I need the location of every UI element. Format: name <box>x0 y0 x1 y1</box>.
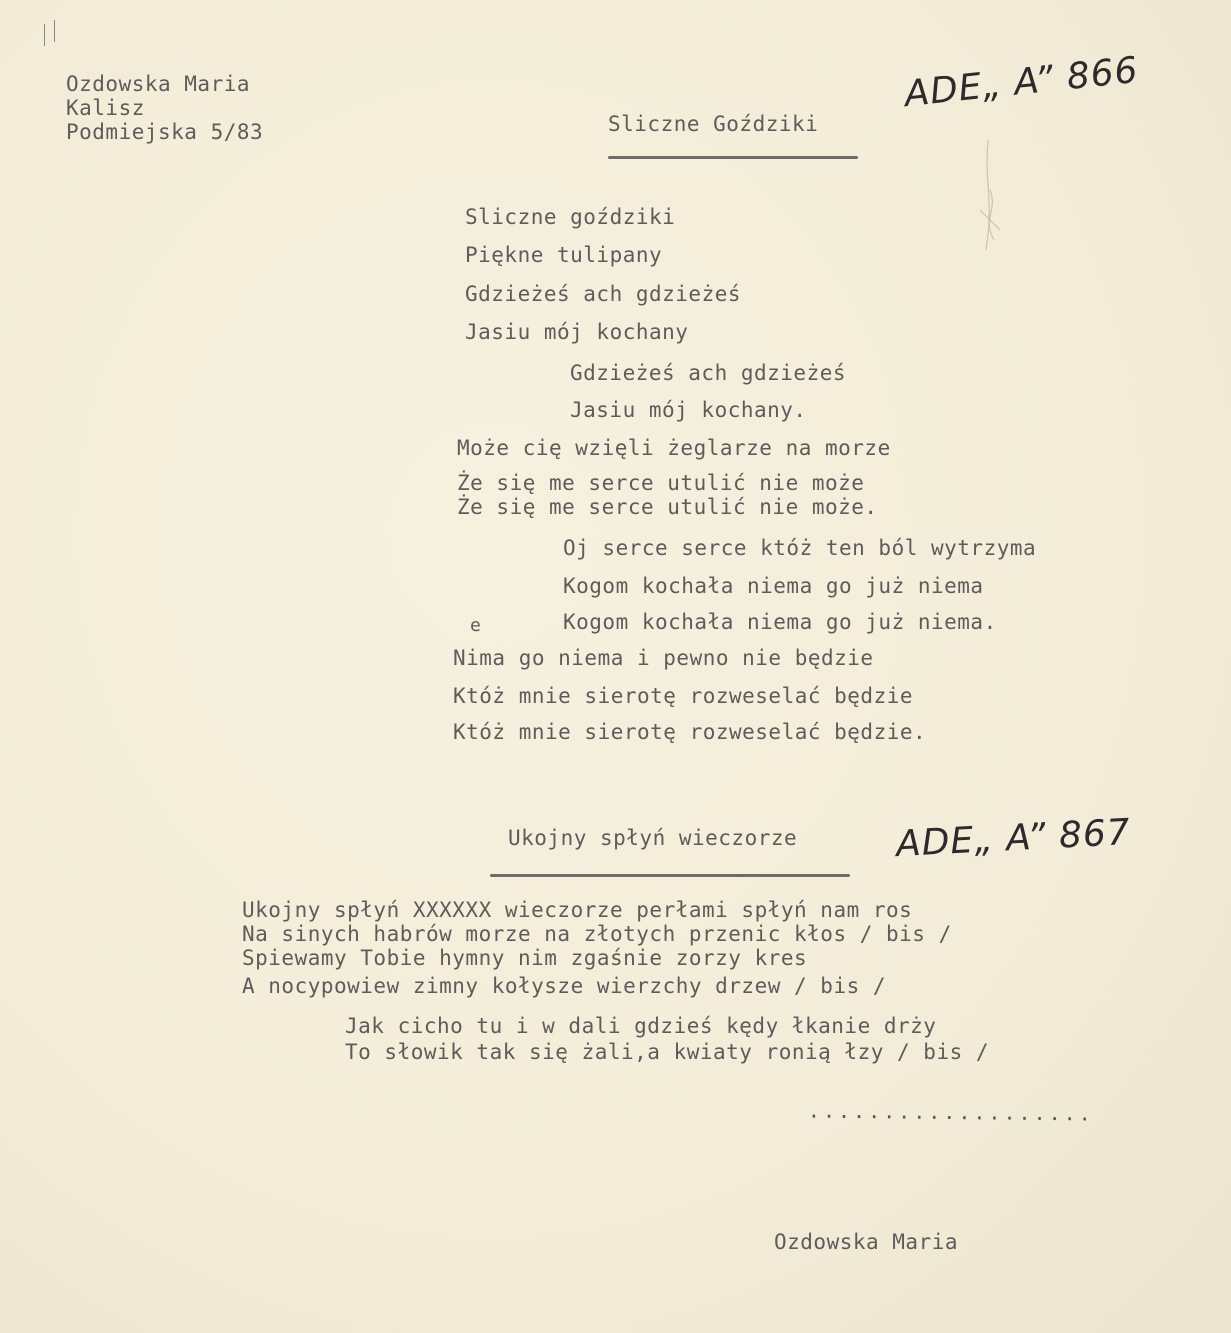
song1-line: Jasiu mój kochany <box>465 320 689 344</box>
margin-tick-marks <box>40 18 70 48</box>
paper-stain <box>960 130 1020 260</box>
song2-line: Spiewamy Tobie hymny nim zgaśnie zorzy kres <box>242 946 808 970</box>
sender-city: Kalisz <box>66 96 145 120</box>
song1-line: Gdzieżeś ach gdzieżeś <box>570 361 847 385</box>
song1-line: Sliczne goździki <box>465 205 676 229</box>
song2-line: Jak cicho tu i w dali gdzieś kędy łkanie drży <box>345 1014 937 1038</box>
song1-correction-mark: e <box>470 615 482 636</box>
song1-line: Że się me serce utulić nie może. <box>457 495 878 519</box>
song1-line: Piękne tulipany <box>465 243 663 267</box>
song2-line: Na sinych habrów morze na złotych przenic kłos / bis / <box>242 922 952 946</box>
song1-line: Kogom kochała niema go już niema <box>563 574 984 598</box>
archive-mark-1: ADE„ A” 866 <box>902 49 1141 116</box>
song1-line: Oj serce serce któż ten ból wytrzyma <box>563 536 1037 560</box>
song1-title-underline <box>608 156 858 159</box>
sender-name: Ozdowska Maria <box>66 72 251 96</box>
song1-line: Gdzieżeś ach gdzieżeś <box>465 282 742 306</box>
song1-title: Sliczne Goździki <box>608 112 819 136</box>
sender-street: Podmiejska 5/83 <box>66 120 264 144</box>
song1-line: Nima go niema i pewno nie będzie <box>453 646 874 670</box>
song1-line: Któż mnie sierotę rozweselać będzie. <box>453 720 927 744</box>
song2-title-underline <box>490 874 850 877</box>
song1-line: Kogom kochała niema go już niema. <box>563 610 997 634</box>
archive-mark-2: ADE„ A” 867 <box>895 811 1132 866</box>
dotted-separator: ................... <box>807 1098 1094 1126</box>
song1-line: Może cię wzięli żeglarze na morze <box>457 436 891 460</box>
song2-title: Ukojny spłyń wieczorze <box>508 826 798 850</box>
song1-line: Któż mnie sierotę rozweselać będzie <box>453 684 914 708</box>
song2-line: Ukojny spłyń XXXXXX wieczorze perłami spłyń nam ros <box>242 898 913 922</box>
song2-line: To słowik tak się żali,a kwiaty ronią łzy / bis / <box>345 1040 990 1064</box>
song1-line: Że się me serce utulić nie może <box>457 471 865 495</box>
signature: Ozdowska Maria <box>774 1230 959 1254</box>
song1-line: Jasiu mój kochany. <box>570 398 807 422</box>
song2-line: A nocypowiew zimny kołysze wierzchy drzew / bis / <box>242 974 887 998</box>
